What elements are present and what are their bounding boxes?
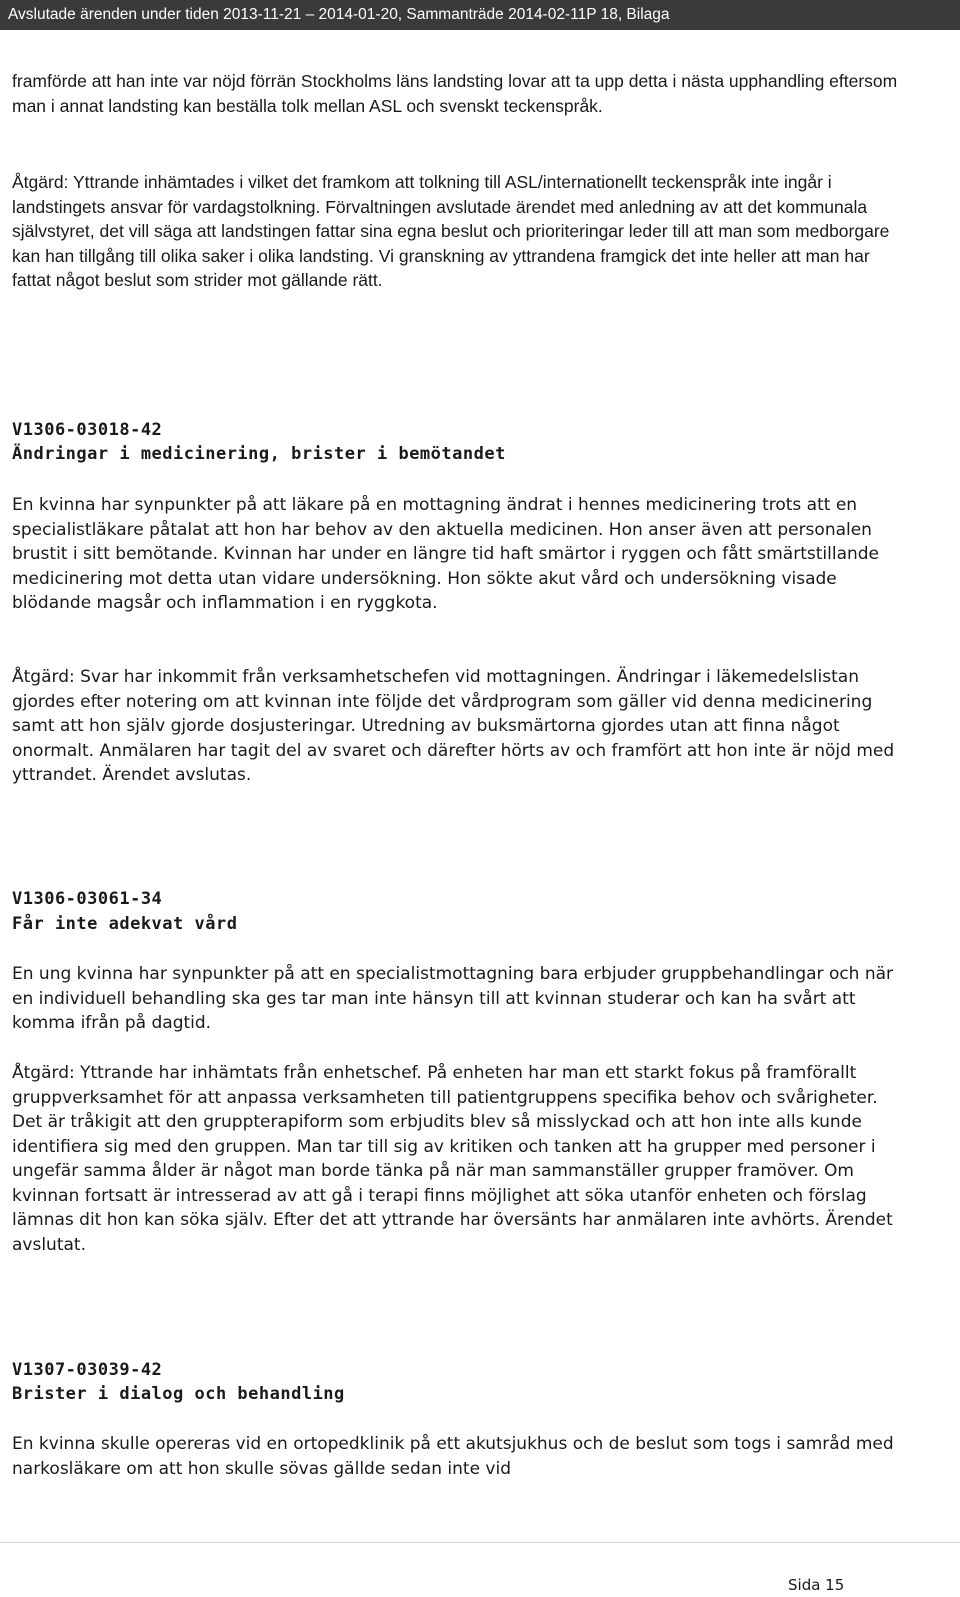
case-body-paragraph: En kvinna har synpunkter på att läkare på en mottagning ändrat i hennes medicinering trots att en specialistläkare påtalat att hon har behov av den aktuella medicinen. Hon anser även att personalen brustit i sitt bemötande. Kvinnan har under en längre tid haft smärtor i ryggen och fått smärtstillande medicinering mot detta utan vidare undersökning. Hon sökte akut vård och undersökning visade blödande magsår och inflammation i en ryggkota.: [12, 495, 880, 613]
case-id: V1306-03061-34: [12, 889, 163, 909]
case-id: V1306-03018-42: [12, 420, 163, 440]
case-title: Brister i dialog och behandling: [12, 1384, 345, 1404]
document-header: Avslutade ärenden under tiden 2013-11-21 – 2014-01-20, Sammanträde 2014-02-11P 18, Bilaga: [0, 0, 960, 30]
case-id: V1307-03039-42: [12, 1360, 163, 1380]
intro-action-paragraph: Åtgärd: Yttrande inhämtades i vilket det framkom att tolkning till ASL/internationellt teckenspråk inte ingår i landstingets ansvar för vardagstolkning. Förvaltningen avslutade ärendet med anledning av att det kommunala självstyret, det vill säga att landstingen fattar sina egna beslut och prioriteringar leder till att man som medborgare kan han tillgång till olika saker i olika landsting. Vi granskning av yttrandena framgick det inte heller att man har fattat något beslut som strider mot gällande rätt.: [12, 172, 890, 290]
page-number: Sida 15: [788, 1576, 845, 1594]
footer-divider: [0, 1542, 960, 1543]
case-body-paragraph: En kvinna skulle opereras vid en ortopedklinik på ett akutsjukhus och de beslut som togs i samråd med narkosläkare om att hon skulle sövas gällde sedan inte vid: [12, 1434, 894, 1479]
case-title: Får inte adekvat vård: [12, 914, 238, 934]
case-action-paragraph: Åtgärd: Yttrande har inhämtats från enhetschef. På enheten har man ett starkt fokus på framförallt gruppverksamhet för att anpassa verksamheten till patientgruppens specifika behov och svårigheter. Det är tråkigit att den gruppterapiform som erbjudits blev så misslyckad och att hon inte alls kunde identifiera sig med den gruppen. Man tar till sig av kritiken och tanken att ha grupper med personer i ungefär samma ålder är något man borde tänka på när man sammanställer grupper framöver. Om kvinnan fortsatt är intresserad av att gå i terapi finns möjlighet att söka utanför enheten och förslag lämnas dit hon kan söka själv. Efter det att yttrande har översänts har anmälaren inte avhörts. Ärendet avslutat.: [12, 1063, 893, 1255]
case-body-paragraph: En ung kvinna har synpunkter på att en specialistmottagning bara erbjuder gruppbehandlingar och när en individuell behandling ska ges tar man inte hänsyn till att kvinnan studerar och kan ha svårt att komma ifrån på dagtid.: [12, 964, 894, 1033]
case-title: Ändringar i medicinering, brister i bemötandet: [12, 444, 506, 464]
intro-continuation-paragraph: framförde att han inte var nöjd förrän Stockholms läns landsting lovar att ta upp detta i nästa upphandling eftersom man i annat landsting kan beställa tolk mellan ASL och svenskt teckenspråk.: [12, 71, 898, 116]
case-action-paragraph: Åtgärd: Svar har inkommit från verksamhetschefen vid mottagningen. Ändringar i läkemedelslistan gjordes efter notering om att kvinnan inte följde det vårdprogram som gäller vid denna medicinering samt att hon själv gjorde dosjusteringar. Utredning av buksmärtorna gjordes utan att finna något onormalt. Anmälaren har tagit del av svaret och därefter hörts av och framfört att hon inte är nöjd med yttrandet. Ärendet avslutas.: [12, 667, 895, 785]
